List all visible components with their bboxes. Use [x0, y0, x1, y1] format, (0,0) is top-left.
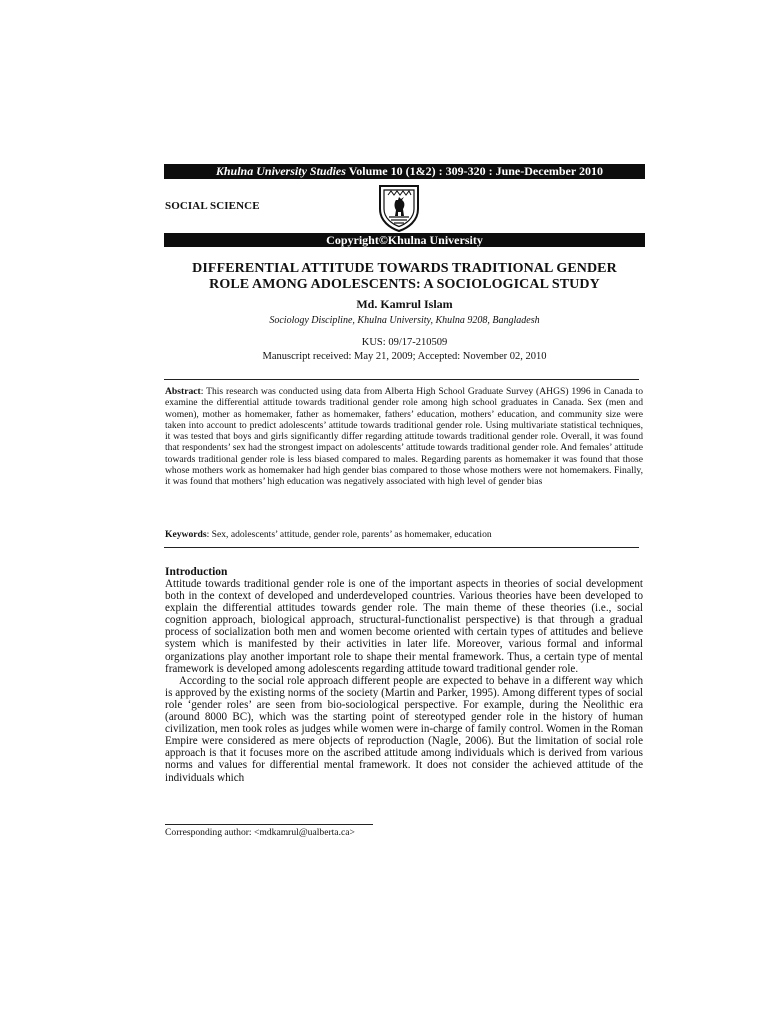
author-name: Md. Kamrul Islam — [356, 297, 453, 311]
abstract-block — [165, 386, 643, 488]
journal-header-bar — [164, 164, 645, 179]
keywords-label: Keywords — [165, 529, 207, 540]
introduction-paragraph-2: According to the social role approach different people are expected to behave in a different way which is approved by the existing norms of the society (Martin and Parker, 1995). Among different types of social role ‘gender roles’ are seen from bio-sociological perspective. For example, during the Neolithic era (around 8000 BC), which was the starting point of stereotyped gender role in the history of human civilization, men took roles as judges while women were in-charge of family control. Women in the Roman Empire were considered as mere objects of reproduction (Nagle, 2006). But the limitation of social role approach is that it focuses more on the ascribed attitude among individuals which is derived from various norms and values for differential mental framework. It does not consider the achieved attitude of the individuals which — [165, 674, 643, 784]
manuscript-dates: Manuscript received: May 21, 2009; Accepted: November 02, 2010 — [262, 351, 547, 362]
author-affiliation: Sociology Discipline, Khulna University, Khulna 9208, Bangladesh — [269, 315, 540, 326]
copyright-bar: Copyright©Khulna University — [164, 233, 645, 247]
khulna-university-crest-icon — [378, 183, 420, 233]
abstract-label: Abstract — [165, 386, 201, 397]
paper-title — [164, 261, 645, 293]
abstract-text: : This research was conducted using data from Alberta High School Graduate Survey (AHGS) 1996 in Canada to examine the differential attitude towards traditional gender role among high school graduates in Canada. Sex (men and women), mother as homemaker, father as homemaker, fathers’ education, mothers’ education, and community size were taken into account to predict adolescents’ attitude towards traditional gender role. Using multivariate statistical techniques, it was tested that boys and girls significantly differ regarding attitude towards traditional gender role. Overall, it was found that respondents’ sex had the strongest impact on adolescents’ attitude towards traditional gender role. And females’ attitude towards traditional gender role is less biased compared to males. Regarding parents as homemaker it was found that those whose mothers work as homemaker had high gender bias compared to those whose mothers were not homemakers. Finally, it was found that mothers’ high education was negatively associated with high level of gender bias — [165, 386, 643, 488]
corresponding-author-footnote: Corresponding author: <mdkamrul@ualberta.ca> — [165, 827, 355, 838]
journal-header-text — [216, 164, 603, 179]
introduction-body — [165, 578, 643, 784]
journal-name: Khulna University Studies — [215, 164, 346, 178]
title-line-2: ROLE AMONG ADOLESCENTS: A SOCIOLOGICAL STUDY — [209, 277, 600, 292]
abstract-top-rule — [164, 379, 639, 380]
keywords-text: : Sex, adolescents’ attitude, gender role, parents’ as homemaker, education — [206, 529, 492, 540]
section-label: SOCIAL SCIENCE — [165, 200, 260, 212]
title-line-1: DIFFERENTIAL ATTITUDE TOWARDS TRADITIONAL GENDER — [192, 261, 617, 276]
introduction-paragraph-1: Attitude towards traditional gender role is one of the important aspects in theories of social development both in the context of developed and underdeveloped countries. Various theories have been developed to explain the differential attitudes towards gender role. The main theme of these theories (i.e., social cognition approach, biological approach, structural-functionalist perspective) is that through a gradual process of socialization both men and women become oriented with certain types of attitudes and believe system which is manifested by their activities in later life. Moreover, various formal and informal organizations play another important role to shape their mental framework. Thus, a certain type of mental framework is developed among adolescents regarding attitude toward traditional gender role. — [165, 578, 643, 675]
footnote-rule — [165, 824, 373, 825]
introduction-heading: Introduction — [165, 566, 228, 578]
kus-number: KUS: 09/17-210509 — [361, 337, 448, 348]
keywords-bottom-rule — [164, 547, 639, 548]
keywords-block — [165, 529, 643, 540]
volume-info: Volume 10 (1&2) : 309-320 : June-December 2010 — [348, 164, 603, 178]
